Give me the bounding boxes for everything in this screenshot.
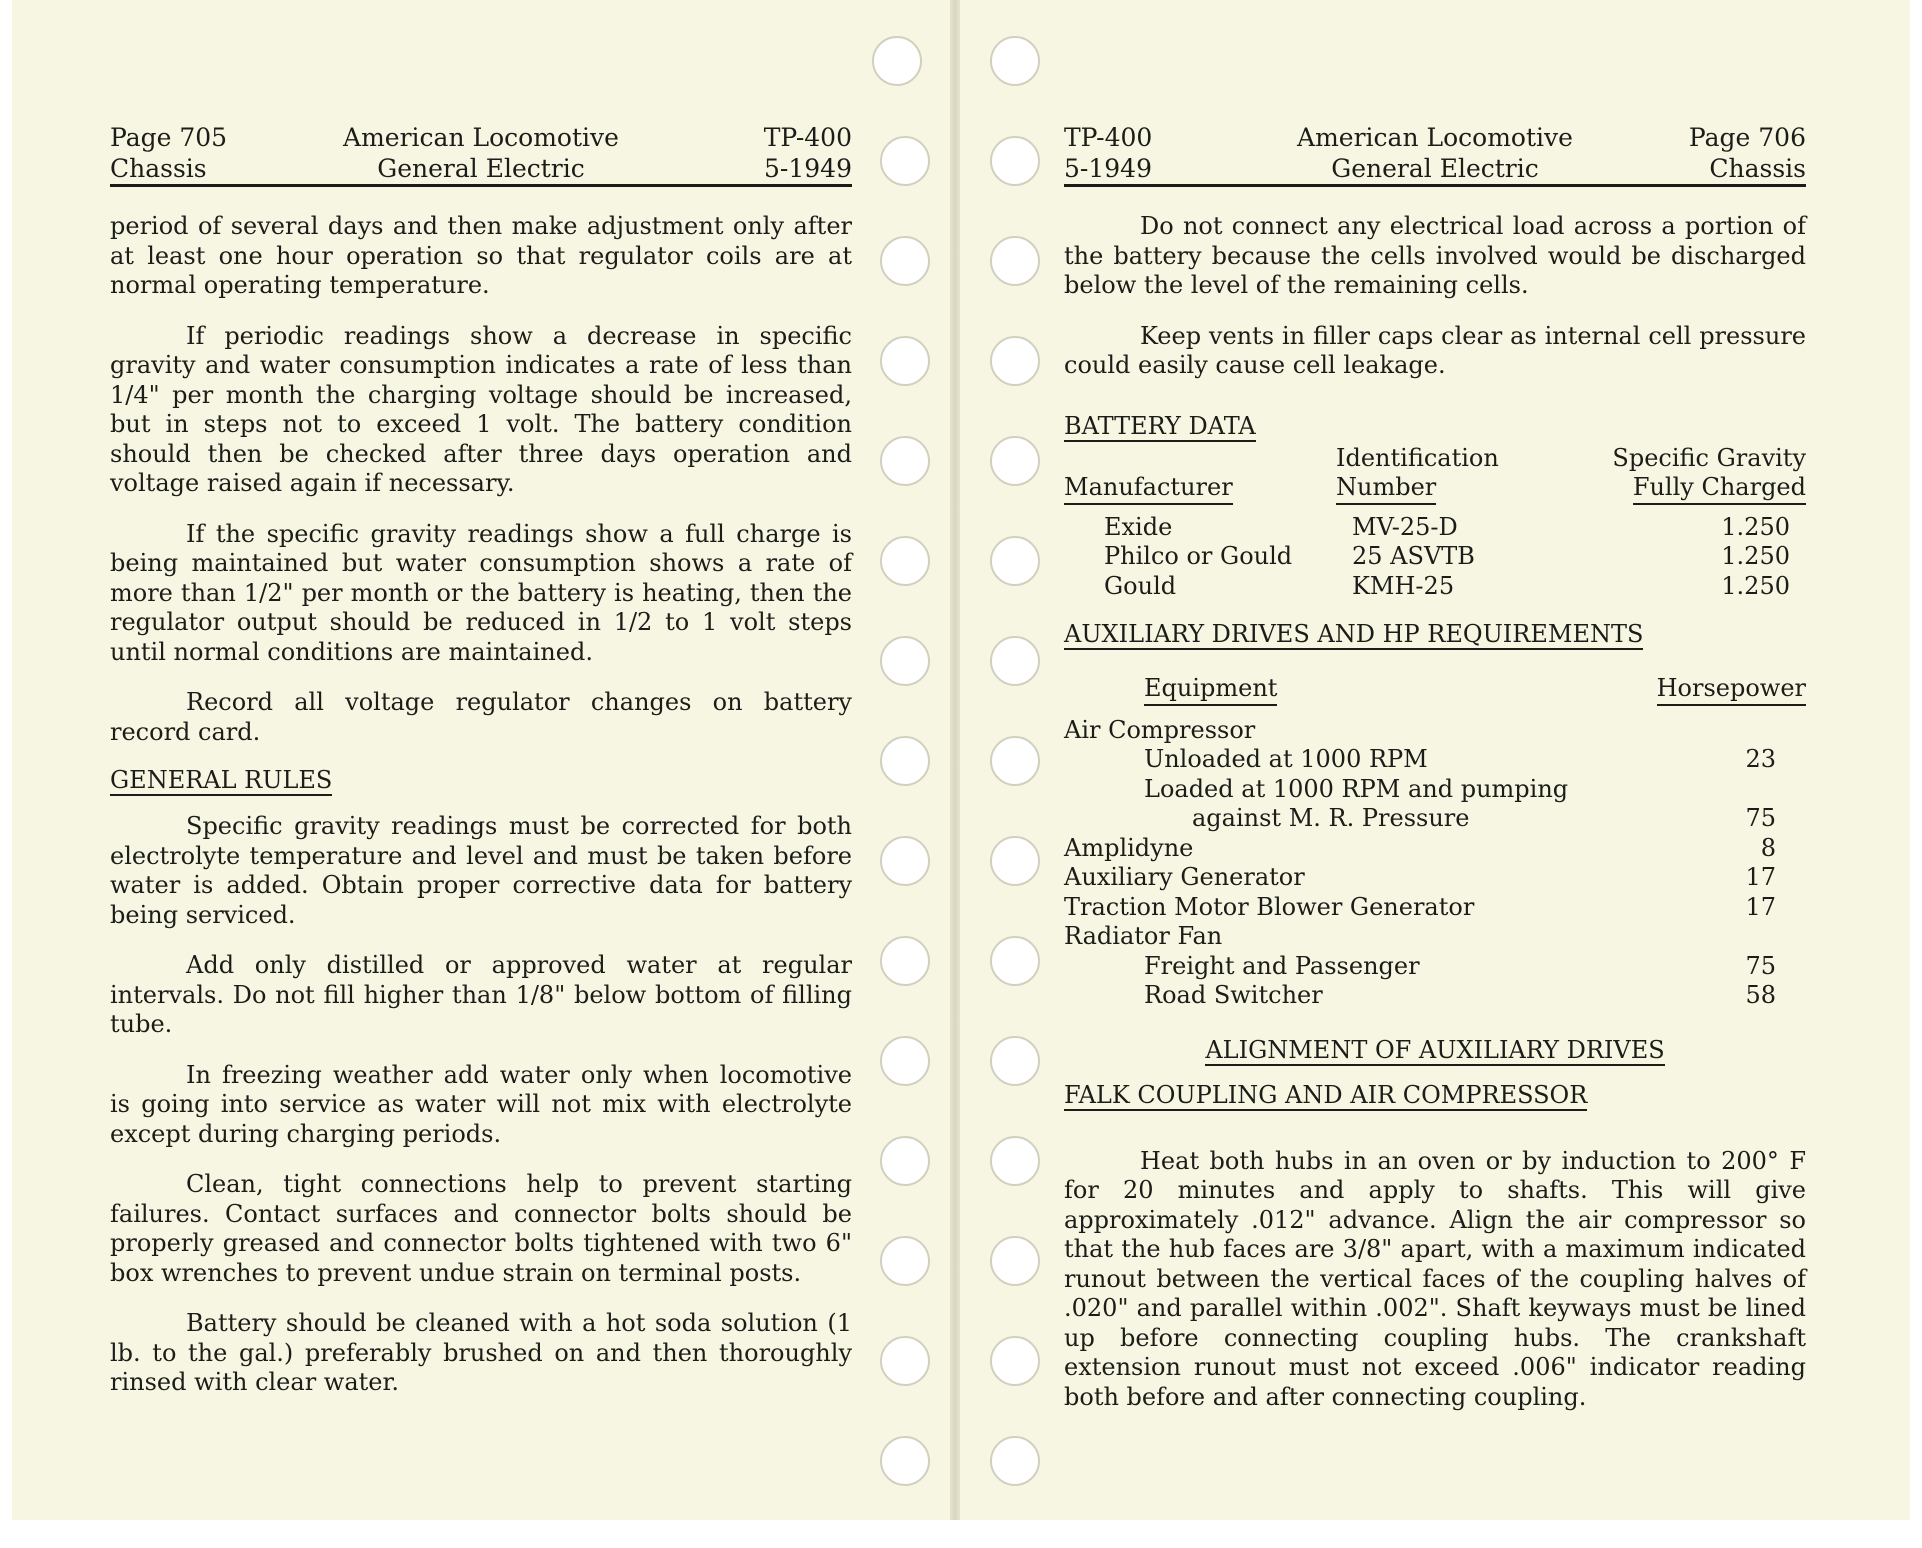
table-row (1064, 804, 1806, 834)
table-row (1064, 716, 1806, 746)
rule-paragraph: Battery should be cleaned with a hot soda solution (1 lb. to the gal.) preferably brushed on and then thoroughly rinsed with clear water. (110, 1309, 852, 1396)
binder-hole (880, 1336, 930, 1386)
cell-gravity: 1.250 (1721, 512, 1790, 541)
section-title-falk-coupling: FALK COUPLING AND AIR COMPRESSOR (1064, 1080, 1588, 1109)
table-row (1064, 952, 1806, 982)
binder-hole (990, 1036, 1040, 1086)
battery-header-row-1 (1064, 444, 1806, 474)
left-header-center (110, 122, 852, 184)
binding-gutter (950, 0, 960, 1520)
table-row (1064, 834, 1806, 864)
table-row (1064, 893, 1806, 923)
aux-label: against M. R. Pressure (1192, 804, 1470, 832)
binder-hole (880, 636, 930, 686)
col-header-equipment: Equipment (1144, 674, 1277, 706)
binder-hole (880, 336, 930, 386)
document-code: TP-400 (763, 123, 852, 152)
binder-hole (880, 1036, 930, 1086)
aux-hp: 58 (1745, 981, 1776, 1009)
aux-label: Air Compressor (1064, 715, 1256, 744)
paragraph: Heat both hubs in an oven or by induction to 200° F for 20 minutes and apply to shafts. This will give approximately .012" advance. Align the air compressor so that the hub faces are 3/8" apart, with a maximum indicated runout between the vertical faces of the coupling halves of .020" and parallel within .002". Shaft keyways must be lined up before connecting coupling hubs. The crankshaft extension runout must not exceed .006" indicator reading both before and after connecting coupling. (1064, 1146, 1806, 1411)
paragraph: period of several days and then make adjustment only after at least one hour operation so that regulator coils are at normal operating temperature. (110, 212, 852, 299)
rule-paragraph: Clean, tight connections help to prevent starting failures. Contact surfaces and connector bolts should be properly greased and connector bolts tightened with two 6" box wrenches to prevent undue strain on terminal posts. (110, 1170, 852, 1287)
col-header-number: Number (1336, 473, 1436, 505)
publisher-line-2: General Electric (377, 154, 585, 183)
aux-label: Amplidyne (1064, 833, 1194, 862)
paragraph: If periodic readings show a decrease in specific gravity and water consumption indicates a rate of less than 1/4" per month the charging voltage should be increased, but in steps not to exceed 1 volt. The battery condition should then be checked after three days operation and voltage raised again if necessary. (110, 321, 852, 497)
binder-hole (990, 136, 1040, 186)
binder-hole (990, 536, 1040, 586)
aux-label: Loaded at 1000 RPM and pumping (1144, 774, 1569, 803)
aux-hp: 17 (1745, 863, 1776, 891)
right-header-right (1689, 122, 1806, 184)
binder-hole (880, 536, 930, 586)
col-header-fully-charged: Fully Charged (1633, 473, 1806, 505)
aux-hp: 8 (1760, 833, 1776, 862)
binder-hole (880, 1236, 930, 1286)
binder-hole (990, 636, 1040, 686)
binder-hole (880, 236, 930, 286)
table-row (1064, 863, 1806, 893)
document-code: TP-400 (1064, 123, 1153, 152)
right-page-content (1064, 0, 1806, 1520)
binder-hole (990, 336, 1040, 386)
table-row (1064, 745, 1806, 775)
binder-hole (990, 936, 1040, 986)
cell-gravity: 1.250 (1721, 571, 1790, 600)
binder-hole (880, 436, 930, 486)
right-page-header (1064, 122, 1806, 187)
binder-hole (990, 1236, 1040, 1286)
section-title-battery-data: BATTERY DATA (1064, 411, 1256, 440)
document-date: 5-1949 (1064, 154, 1152, 183)
cell-number: 25 ASVTB (1352, 542, 1475, 570)
aux-hp: 23 (1745, 745, 1776, 773)
binder-hole (990, 1136, 1040, 1186)
table-row (1064, 922, 1806, 952)
cell-manufacturer: Exide (1104, 512, 1173, 541)
cell-gravity: 1.250 (1721, 542, 1790, 570)
binder-hole (880, 1436, 930, 1486)
table-row (1064, 775, 1806, 805)
aux-hp: 75 (1745, 804, 1776, 832)
page-number: Page 705 (110, 123, 228, 152)
binder-hole (880, 736, 930, 786)
rule-paragraph: Add only distilled or approved water at regular intervals. Do not fill higher than 1/8" below bottom of filling tube. (110, 951, 852, 1038)
aux-label: Freight and Passenger (1144, 951, 1420, 980)
cell-manufacturer: Gould (1104, 571, 1177, 600)
table-row (1064, 542, 1806, 572)
paragraph: Do not connect any electrical load across a portion of the battery because the cells involved would be discharged below the level of the remaining cells. (1064, 212, 1806, 299)
paragraph: If the specific gravity readings show a full charge is being maintained but water consumption shows a rate of more than 1/2" per month or the battery is heating, then the regulator output should be reduced in 1/2 to 1 volt steps until normal conditions are maintained. (110, 519, 852, 666)
left-page-header (110, 122, 852, 187)
section-title-general-rules: GENERAL RULES (110, 766, 333, 794)
binder-hole (880, 836, 930, 886)
binder-hole (880, 936, 930, 986)
col-header-specific-gravity: Specific Gravity (1612, 443, 1806, 472)
binder-hole (872, 36, 922, 86)
alignment-title-text: ALIGNMENT OF AUXILIARY DRIVES (1205, 1035, 1665, 1064)
table-row (1064, 572, 1806, 602)
section-name: Chassis (110, 154, 207, 183)
left-page-content (110, 0, 852, 1520)
right-body-text (1064, 212, 1806, 1433)
binder-hole (880, 1136, 930, 1186)
section-title-aux-drives: AUXILIARY DRIVES AND HP REQUIREMENTS (1064, 620, 1644, 648)
left-body-text (110, 212, 852, 1419)
document-date: 5-1949 (764, 154, 852, 183)
publisher-line-2: General Electric (1331, 154, 1539, 183)
aux-label: Traction Motor Blower Generator (1064, 892, 1475, 921)
binder-hole (990, 236, 1040, 286)
col-header-manufacturer: Manufacturer (1064, 473, 1233, 505)
aux-hp: 75 (1745, 951, 1776, 980)
binder-hole (990, 1436, 1040, 1486)
col-header-horsepower: Horsepower (1657, 674, 1806, 706)
aux-label: Radiator Fan (1064, 922, 1223, 950)
aux-label: Road Switcher (1144, 981, 1323, 1009)
binder-hole (990, 836, 1040, 886)
battery-data-table (1064, 444, 1806, 602)
battery-header-row-2 (1064, 473, 1806, 503)
left-header-right (764, 122, 852, 184)
aux-label: Auxiliary Generator (1064, 863, 1305, 891)
section-title-alignment (1064, 1037, 1806, 1064)
section-name: Chassis (1709, 154, 1806, 183)
binder-hole (990, 1336, 1040, 1386)
paragraph: Keep vents in filler caps clear as internal cell pressure could easily cause cell leakage. (1064, 321, 1806, 379)
cell-number: MV-25-D (1352, 512, 1458, 541)
table-row (1064, 981, 1806, 1011)
aux-drives-table (1064, 674, 1806, 1011)
cell-manufacturer: Philco or Gould (1104, 542, 1293, 570)
aux-label: Unloaded at 1000 RPM (1144, 745, 1428, 773)
publisher-line-1: American Locomotive (343, 123, 619, 152)
rule-paragraph: In freezing weather add water only when locomotive is going into service as water will not mix with electrolyte except during charging periods. (110, 1060, 852, 1148)
rule-paragraph: Specific gravity readings must be corrected for both electrolyte temperature and level and must be taken before water is added. Obtain proper corrective data for battery being serviced. (110, 812, 852, 929)
binder-hole (990, 436, 1040, 486)
table-row (1064, 513, 1806, 543)
page-number: Page 706 (1688, 123, 1806, 152)
binder-hole (990, 736, 1040, 786)
col-header-identification: Identification (1336, 443, 1499, 472)
binder-hole (880, 136, 930, 186)
cell-number: KMH-25 (1352, 571, 1455, 600)
paragraph: Record all voltage regulator changes on battery record card. (110, 688, 852, 746)
aux-header-row (1064, 674, 1806, 704)
aux-hp: 17 (1745, 892, 1776, 921)
publisher-line-1: American Locomotive (1297, 123, 1573, 152)
binder-hole (990, 36, 1040, 86)
